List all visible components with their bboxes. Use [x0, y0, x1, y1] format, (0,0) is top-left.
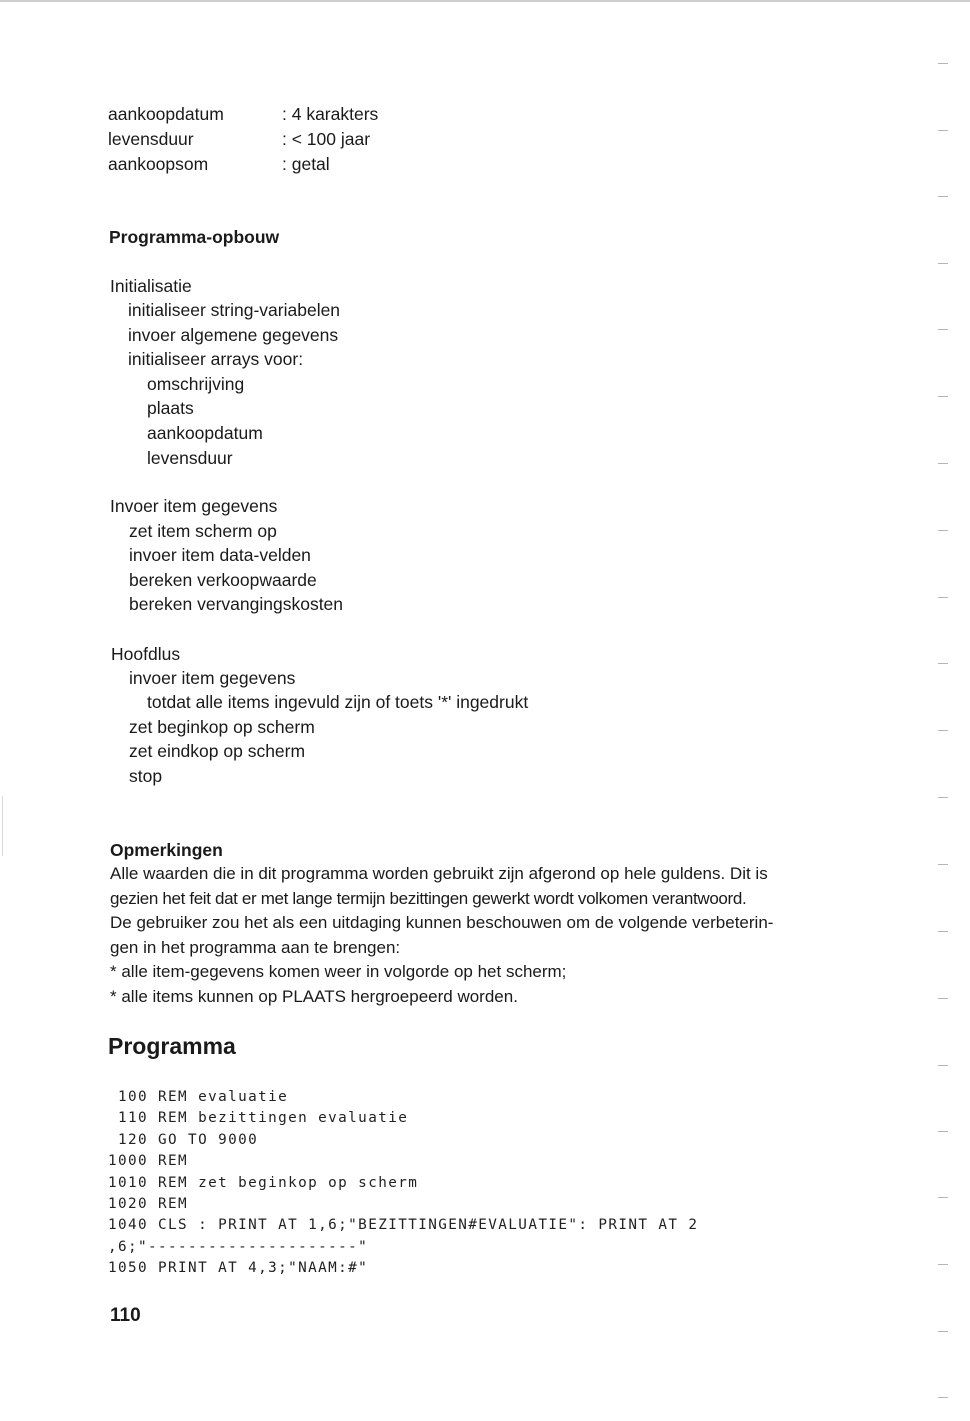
remarks-heading: Opmerkingen — [110, 840, 223, 860]
margin-tick — [938, 998, 948, 999]
field-value: : getal — [282, 154, 330, 174]
margin-tick — [938, 530, 948, 531]
margin-tick — [938, 463, 948, 464]
code-line: 1000 REM — [108, 1153, 189, 1170]
code-line: 1050 PRINT AT 4,3;"NAAM:#" — [108, 1260, 369, 1277]
page-number: 110 — [110, 1305, 141, 1326]
outline-item: Hoofdlus — [111, 644, 181, 664]
code-line: ,6;"---------------------" — [108, 1238, 369, 1255]
outline-item: invoer algemene gegevens — [128, 325, 339, 345]
program-heading: Programma — [108, 1033, 236, 1059]
structure-heading: Programma-opbouw — [109, 227, 280, 247]
outline-item: stop — [129, 766, 163, 786]
margin-tick — [938, 597, 948, 598]
outline-item: omschrijving — [147, 374, 245, 394]
field-row — [108, 127, 378, 152]
margin-tick — [938, 730, 948, 731]
outline-item: zet item scherm op — [129, 521, 277, 541]
code-line: 1020 REM — [108, 1196, 189, 1213]
field-definition-list — [108, 102, 378, 177]
outline-item: invoer item gegevens — [129, 668, 296, 688]
outline-item: initialiseer arrays voor: — [128, 349, 304, 369]
code-line: 100 REM evaluatie — [108, 1089, 289, 1105]
margin-tick — [938, 1197, 948, 1198]
remarks-line: gezien het feit dat er met lange termijn bezittingen gewerkt wordt volkomen verantwoord. — [110, 888, 747, 908]
margin-tick — [938, 130, 948, 131]
remarks-line: De gebruiker zou het als een uitdaging kunnen beschouwen om de volgende verbeterin- — [110, 913, 774, 932]
remarks-line: gen in het programma aan te brengen: — [110, 937, 401, 957]
field-row — [108, 102, 378, 127]
scan-margin-mark — [2, 796, 3, 856]
outline-item: initialiseer string-variabelen — [128, 300, 341, 320]
field-name: aankoopsom — [108, 154, 209, 174]
outline-item: bereken verkoopwaarde — [129, 570, 317, 590]
margin-tick — [938, 1065, 948, 1066]
margin-tick — [938, 63, 948, 64]
field-value: : 4 karakters — [282, 104, 379, 124]
field-name: levensduur — [108, 129, 194, 149]
outline-item: Invoer item gegevens — [110, 496, 278, 516]
margin-tick — [938, 931, 948, 932]
margin-tick — [938, 864, 948, 865]
remarks-paragraph — [110, 862, 870, 1009]
outline-item: bereken vervangingskosten — [129, 594, 344, 614]
remarks-bullet: * alle items kunnen op PLAATS hergroepeerd worden. — [110, 986, 518, 1006]
code-line: 120 GO TO 9000 — [108, 1131, 259, 1148]
field-name: aankoopdatum — [108, 104, 224, 124]
margin-tick — [938, 1331, 948, 1332]
margin-tick — [938, 263, 948, 264]
outline-item: invoer item data-velden — [129, 545, 311, 565]
outline-item: levensduur — [147, 448, 233, 468]
code-line: 1040 CLS : PRINT AT 1,6;"BEZITTINGEN#EVALUATIE": PRINT AT 2 — [108, 1217, 699, 1234]
code-line: 110 REM bezittingen evaluatie — [108, 1110, 409, 1127]
remarks-bullet: * alle item-gegevens komen weer in volgorde op het scherm; — [110, 962, 567, 981]
outline-item: zet eindkop op scherm — [129, 741, 306, 761]
outline-item: zet beginkop op scherm — [129, 717, 315, 737]
outline-item: totdat alle items ingevuld zijn of toets '*' ingedrukt — [147, 692, 529, 712]
field-row — [108, 152, 378, 177]
page-top-edge — [0, 0, 970, 2]
margin-tick — [938, 1131, 948, 1132]
code-listing — [108, 1087, 698, 1280]
margin-tick — [938, 329, 948, 330]
margin-tick — [938, 1397, 948, 1398]
code-line: 1010 REM zet beginkop op scherm — [108, 1174, 419, 1191]
remarks-line: Alle waarden die in dit programma worden gebruikt zijn afgerond op hele guldens. Dit is — [110, 864, 768, 883]
outline-item: plaats — [147, 398, 194, 418]
margin-tick — [938, 797, 948, 798]
outline-item: Initialisatie — [110, 276, 192, 296]
field-value: : < 100 jaar — [282, 129, 371, 149]
margin-tick — [938, 196, 948, 197]
margin-tick — [938, 396, 948, 397]
margin-tick — [938, 663, 948, 664]
outline-item: aankoopdatum — [147, 423, 263, 443]
margin-tick — [938, 1264, 948, 1265]
